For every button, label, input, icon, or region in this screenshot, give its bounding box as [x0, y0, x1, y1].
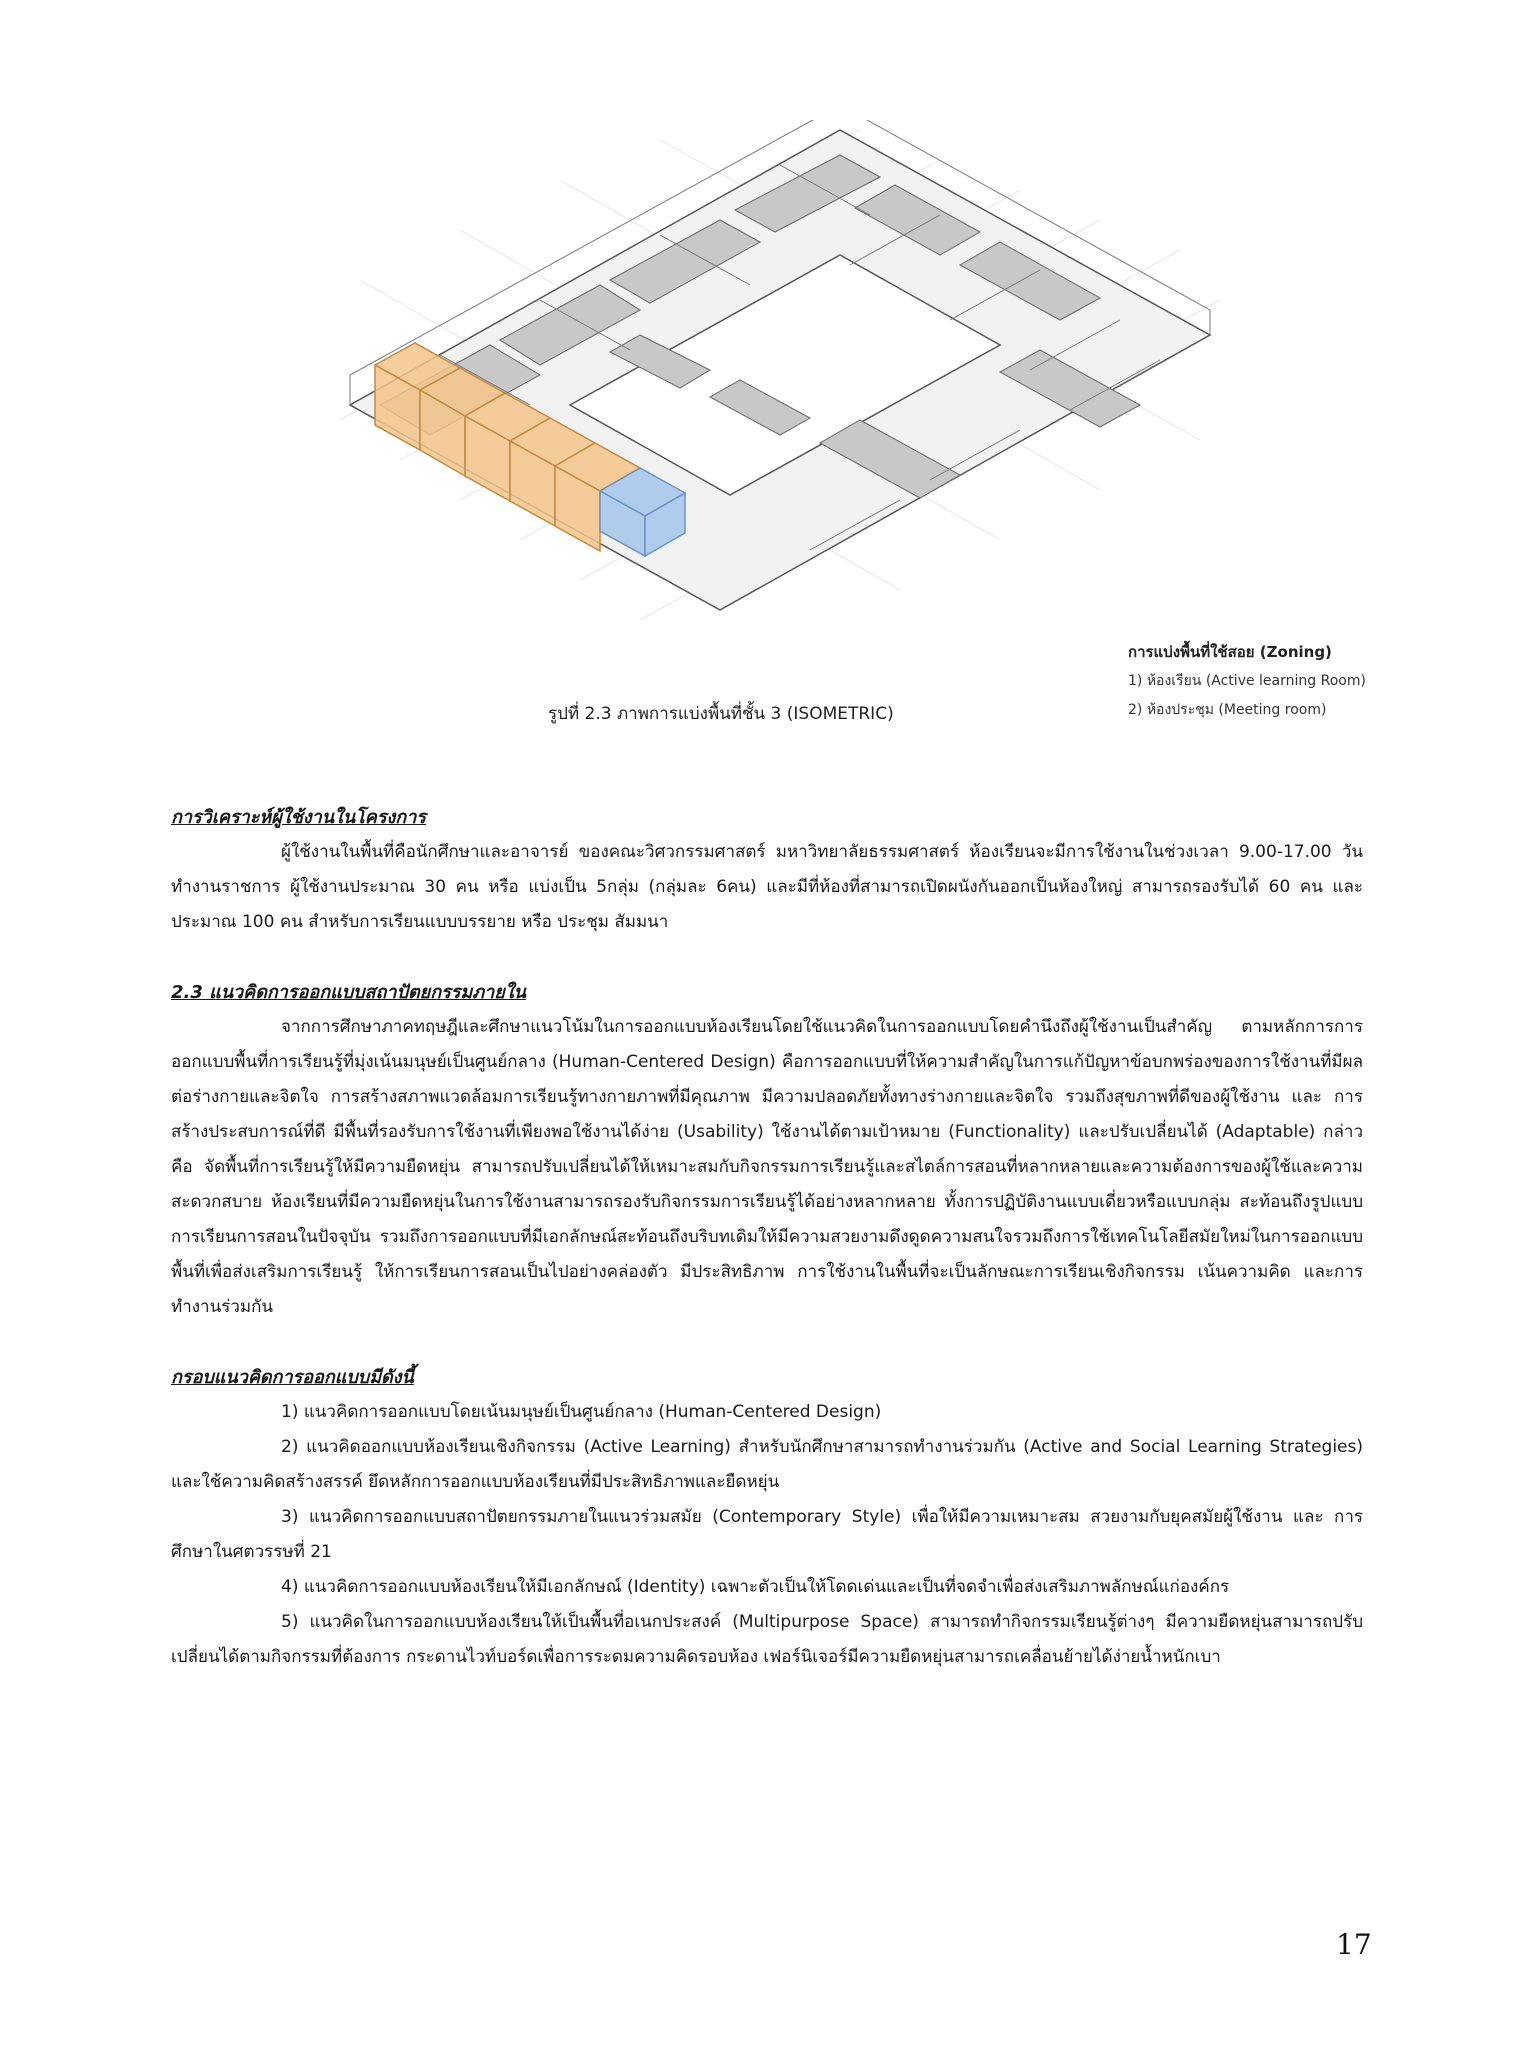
figure-caption: รูปที่ 2.3 ภาพการแบ่งพื้นที่ชั้น 3 (ISOMETRIC) [548, 704, 894, 724]
isometric-drawing [340, 120, 1220, 640]
zoning-legend [1128, 638, 1366, 725]
paragraph-user-analysis: ผู้ใช้งานในพื้นที่คือนักศึกษาและอาจารย์ ของคณะวิศวกรรมศาสตร์ มหาวิทยาลัยธรรมศาสตร์ ห้องเรียนจะมีการใช้งานในช่วงเวลา 9.00-17.00 วันทำงานราชการ ผู้ใช้งานประมาณ 30 คน หรือ แบ่งเป็น 5กลุ่ม (กลุ่มละ 6คน) และมีที่ห้องที่สามารถเปิดผนังกันออกเป็นห้องใหญ่ สามารถรองรับได้ 60 คน และ ประมาณ 100 คน สำหรับการเรียนแบบบรรยาย หรือ ประชุม สัมมนา [171, 842, 1363, 932]
list-item: 1) แนวคิดการออกแบบโดยเน้นมนุษย์เป็นศูนย์กลาง (Human-Centered Design) [281, 1402, 882, 1422]
page-number: 17 [1336, 1928, 1372, 1961]
list-item: 5) แนวคิดในการออกแบบห้องเรียนให้เป็นพื้นที่อเนกประสงค์ (Multipurpose Space) สามารถทำกิจกรรมเรียนรู้ต่างๆ มีความยืดหยุ่นสามารถปรับเปลี่ยนได้ตามกิจกรรมที่ต้องการ กระดานไวท์บอร์ดเพื่อการระดมความคิดรอบห้อง เฟอร์นิเจอร์มีความยืดหยุ่นสามารถเคลื่อนย้ายได้ง่ายน้ำหนักเบา [171, 1612, 1363, 1667]
list-item: 3) แนวคิดการออกแบบสถาปัตยกรรมภายในแนวร่วมสมัย (Contemporary Style) เพื่อให้มีความเหมาะสม สวยงามกับยุคสมัยผู้ใช้งาน และ การศึกษาในศตวรรษที่ 21 [171, 1507, 1363, 1562]
section-heading-user-analysis: การวิเคราะห์ผู้ใช้งานในโครงการ [171, 807, 426, 828]
legend-item-active-learning: 1) ห้องเรียน (Active learning Room) [1128, 673, 1366, 689]
legend-title: การแบ่งพื้นที่ใช้สอย (Zoning) [1128, 643, 1332, 661]
paragraph-design-concept: จากการศึกษาภาคทฤษฎีและศึกษาแนวโน้มในการออกแบบห้องเรียนโดยใช้แนวคิดในการออกแบบโดยคำนึงถึงผู้ใช้งานเป็นสำคัญ ตามหลักการการออกแบบพื้นที่การเรียนรู้ที่มุ่งเน้นมนุษย์เป็นศูนย์กลาง (Human-Centered Design) คือการออกแบบที่ให้ความสำคัญในการแก้ปัญหาข้อบกพร่องของการใช้งานที่มีผลต่อร่างกายและจิตใจ การสร้างสภาพแวดล้อมการเรียนรู้ทางกายภาพที่มีคุณภาพ มีความปลอดภัยทั้งทางร่างกายและจิตใจ รวมถึงสุขภาพที่ดีของผู้ใช้งาน และ การสร้างประสบการณ์ที่ดี มีพื้นที่รองรับการใช้งานที่เพียงพอใช้งานได้ง่าย (Usability) ใช้งานได้ตามเป้าหมาย (Functionality) และปรับเปลี่ยนได้ (Adaptable) กล่าวคือ จัดพื้นที่การเรียนรู้ให้มีความยืดหยุ่น สามารถปรับเปลี่ยนได้ให้เหมาะสมกับกิจกรรมการเรียนรู้และสไตล์การสอนที่หลากหลายและความต้องการของผู้ใช้และความ สะดวกสบาย ห้องเรียนที่มีความยืดหยุ่นในการใช้งานสามารถรองรับกิจกรรมการเรียนรู้ได้อย่างหลากหลาย ทั้งการปฏิบัติงานแบบเดี่ยวหรือแบบกลุ่ม สะท้อนถึงรูปแบบการเรียนการสอนในปัจจุบัน รวมถึงการออกแบบที่มีเอกลักษณ์สะท้อนถึงบริบทเดิมให้มีความสวยงามดึงดูดความสนใจรวมถึงการใช้เทคโนโลยีสมัยใหม่ในการออกแบบพื้นที่เพื่อส่งเสริมการเรียนรู้ ให้การเรียนการสอนเป็นไปอย่างคล่องตัว มีประสิทธิภาพ การใช้งานในพื้นที่จะเป็นลักษณะการเรียนเชิงกิจกรรม เน้นความคิด และการทำงานร่วมกัน [171, 1017, 1363, 1317]
list-item: 2) แนวคิดออกแบบห้องเรียนเชิงกิจกรรม (Active Learning) สำหรับนักศึกษาสามารถทำงานร่วมกัน (Active and Social Learning Strategies) และใช้ความคิดสร้างสรรค์ ยึดหลักการออกแบบห้องเรียนที่มีประสิทธิภาพและยืดหยุ่น [171, 1437, 1363, 1492]
isometric-floor-plan-figure [340, 120, 1220, 640]
document-body [171, 800, 1363, 1675]
section-heading-framework: กรอบแนวคิดการออกแบบมีดังนี้ [171, 1367, 414, 1388]
legend-item-meeting: 2) ห้องประชุม (Meeting room) [1128, 702, 1327, 718]
list-item: 4) แนวคิดการออกแบบห้องเรียนให้มีเอกลักษณ์ (Identity) เฉพาะตัวเป็นให้โดดเด่นและเป็นที่จดจำเพื่อส่งเสริมภาพลักษณ์แก่องค์กร [281, 1577, 1230, 1597]
section-heading-design-concept: 2.3 แนวคิดการออกแบบสถาปัตยกรรมภายใน [171, 982, 526, 1003]
